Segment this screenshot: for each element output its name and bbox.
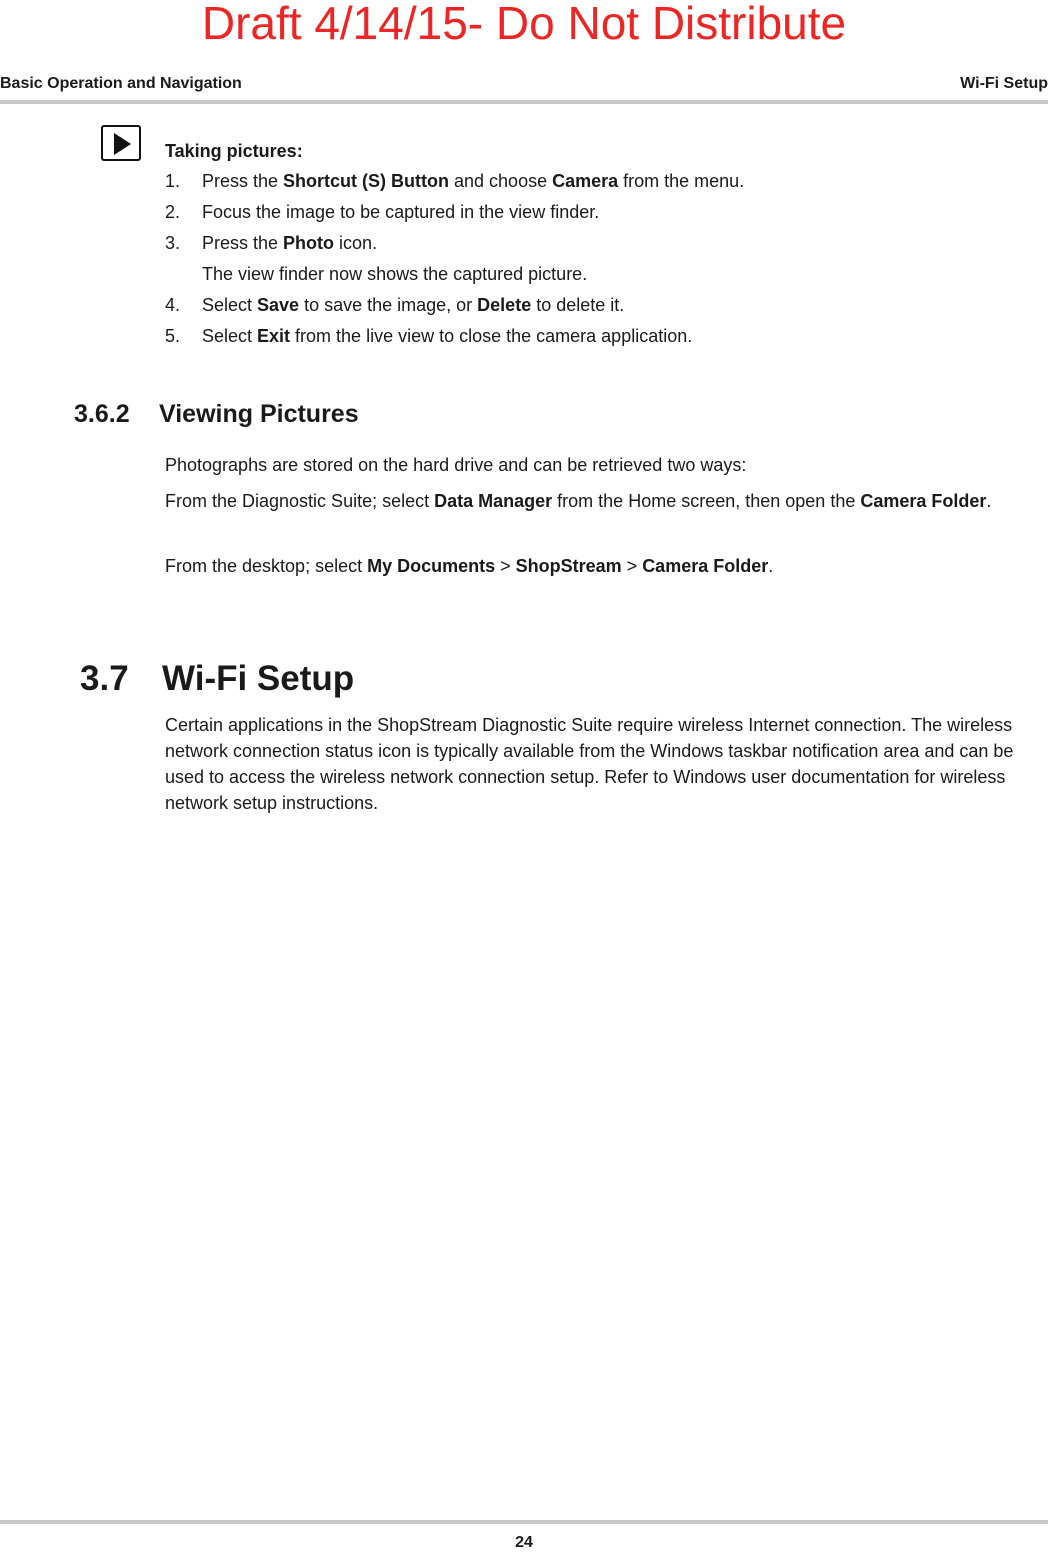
- paragraph: Certain applications in the ShopStream Diagnostic Suite require wireless Internet connection. The wireless network connection status icon is typically available from the Windows taskbar notification area and can be used to access the wireless network connection setup. Refer to Windows user documentation for wireless network setup instructions.: [165, 715, 1014, 813]
- paragraph: Photographs are stored on the hard drive and can be retrieved two ways:: [165, 455, 747, 475]
- header-divider: [0, 100, 1048, 104]
- step-number: 3.: [165, 233, 181, 253]
- footer-divider: [0, 1520, 1048, 1524]
- procedure-arrow-icon: [101, 125, 141, 161]
- step-result-note: The view finder now shows the captured picture.: [202, 264, 588, 284]
- section-number: 3.6.2: [74, 400, 130, 428]
- step-text: Select Save to save the image, or Delete to delete it.: [202, 295, 625, 315]
- step-number: 4.: [165, 295, 181, 315]
- paragraph: From the Diagnostic Suite; select Data Manager from the Home screen, then open the Camera Folder.: [165, 491, 992, 511]
- step-text: Press the Photo icon.: [202, 233, 378, 253]
- step-number: 1.: [165, 171, 181, 191]
- section-heading: Viewing Pictures: [159, 400, 359, 428]
- header-section-title: Wi-Fi Setup: [960, 75, 1048, 92]
- chapter-section-heading: Wi-Fi Setup: [162, 659, 355, 698]
- step-number: 5.: [165, 326, 181, 346]
- header-chapter-title: Basic Operation and Navigation: [0, 75, 242, 92]
- step-text: Focus the image to be captured in the view finder.: [202, 202, 600, 222]
- step-text: Press the Shortcut (S) Button and choose Camera from the menu.: [202, 171, 745, 191]
- paragraph: From the desktop; select My Documents > ShopStream > Camera Folder.: [165, 556, 774, 576]
- page-number: 24: [515, 1534, 533, 1551]
- chapter-section-number: 3.7: [80, 659, 129, 698]
- draft-watermark: Draft 4/14/15- Do Not Distribute: [201, 0, 847, 49]
- step-number: 2.: [165, 202, 181, 222]
- procedure-title: Taking pictures:: [165, 141, 303, 161]
- step-text: Select Exit from the live view to close the camera application.: [202, 326, 693, 346]
